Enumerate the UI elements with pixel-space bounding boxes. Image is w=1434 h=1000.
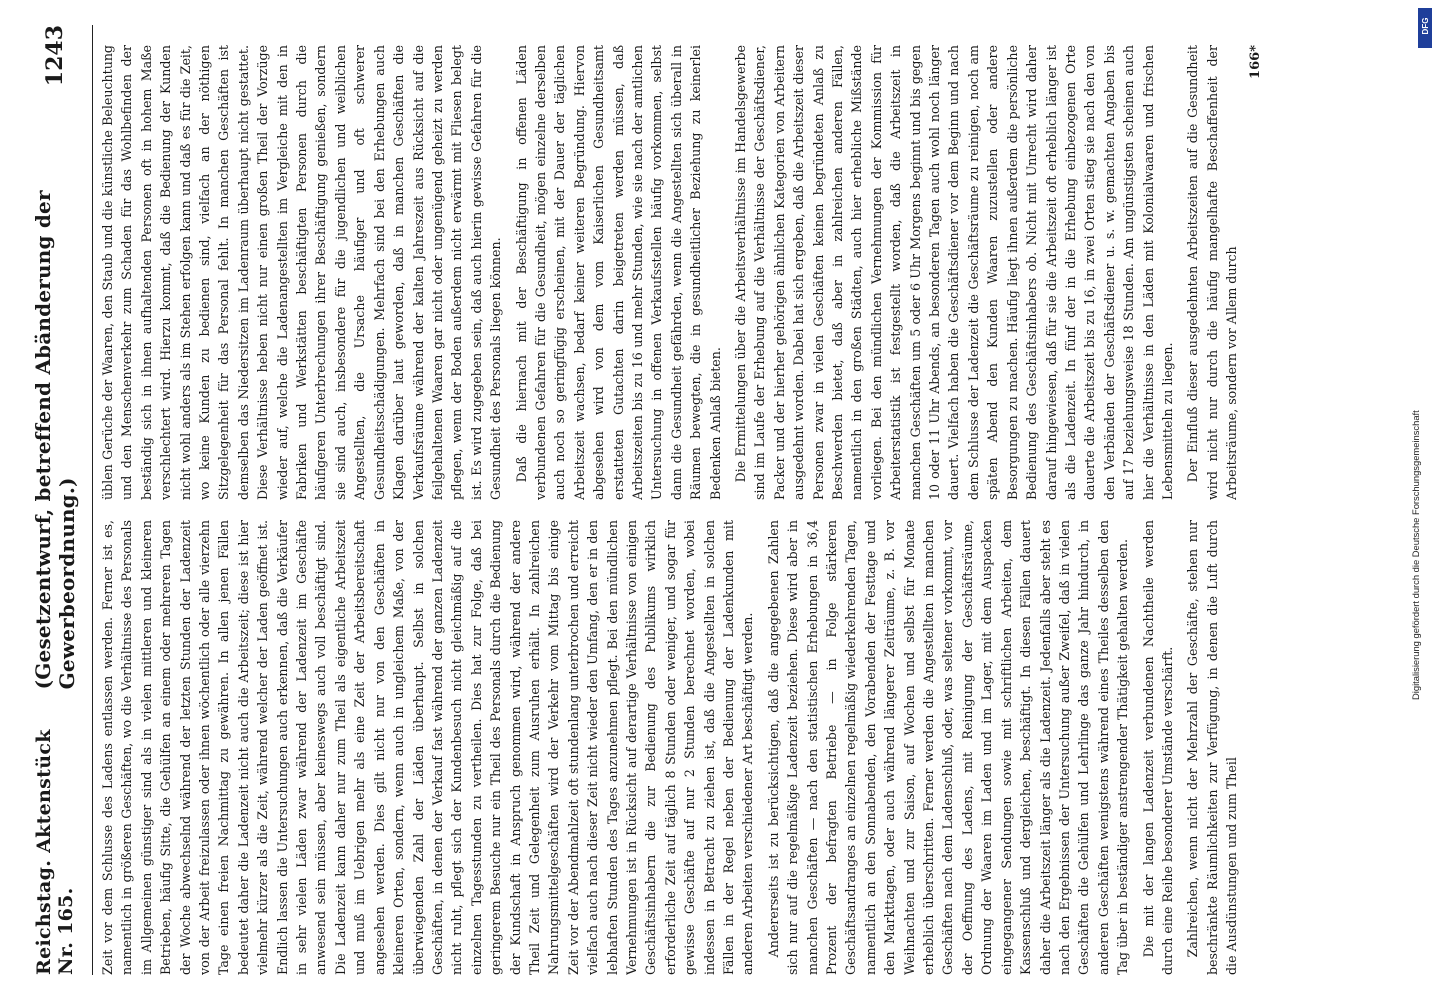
rotated-page-content bbox=[20, 25, 1400, 975]
paragraph: Zeit vor dem Schlusse des Ladens entlassen werden. Ferner ist es, namentlich in größeren Geschäften, wo die Verhältnisse des Personals im Allgemeinen günstiger sind als in vielen mittleren und kleineren Betrieben, häufig Sitte, die Gehülfen an einem oder mehreren Tagen der Woche abwechselnd während der letzten Stunden der Ladenzeit von der Arbeit freizulassen oder ihnen wöchentlich oder alle vierzehn Tage einen freien Nachmittag zu gewähren. In allen jenen Fällen bedeutet daher die Ladenzeit nicht auch die Arbeitszeit; diese ist hier vielmehr kürzer als die Zeit, während welcher der Laden geöffnet ist. Endlich lassen die Untersuchungen auch erkennen, daß die Verkäufer in sehr vielen Läden zwar während der Ladenzeit im Geschäfte anwesend sein müssen, aber keineswegs auch voll beschäftigt sind. Die Ladenzeit kann daher nur zum Theil als eigentliche Arbeitszeit und muß im Uebrigen mehr als eine Zeit der Arbeitsbereitschaft angesehen werden. Dies gilt nicht nur von den Geschäften in kleineren Orten, sondern, wenn auch in ungleichem Maße, von der überwiegenden Zahl der Läden überhaupt. Selbst in solchen Geschäften, in denen der Verkauf fast während der ganzen Ladenzeit nicht ruht, pflegt sich der Kundenbesuch nicht gleichmäßig auf die einzelnen Tagesstunden zu vertheilen. Dies hat zur Folge, daß bei geringerem Besuche nur ein Theil des Personals durch die Bedienung der Kundschaft in Anspruch genommen wird, während der andere Theil Zeit und Gelegenheit zum Ausruhen erhält. In zahlreichen Nahrungsmittelgeschäften wird der Verkehr vom Mittag bis einige Zeit vor der Abendmahlzeit oft stundenlang unterbrochen und erreicht vielfach auch nach dieser Zeit nicht wieder den Umfang, den er in den lebhaften Stunden des Tages anzunehmen pflegt. Bei den mündlichen Vernehmungen ist in Rücksicht auf derartige Verhältnisse von einigen Geschäftsinhabern die zur Bedienung des Publikums wirklich erforderliche Zeit auf täglich 8 Stunden oder weniger, und sogar für gewisse Geschäfte auf nur 2 Stunden berechnet worden, wobei indessen in Betracht zu ziehen ist, daß die Angestellten in solchen Fällen in der Regel neben der Bedienung der Ladenkunden mit anderen Arbeiten verschiedener Art beschäftigt werden. bbox=[100, 520, 756, 975]
header-title: (Gesetzentwurf, betreffend Abänderung der Gewerbeordnung.) bbox=[31, 190, 79, 690]
paragraph: Die Ermittelungen über die Arbeitsverhältnisse im Handelsgewerbe sind im Laufe der Erhebung auf die Verhältnisse der Geschäftsdiener, Packer und der hierher gehörigen ähnlichen Kategorien von Arbeitern ausgedehnt worden. Dabei hat sich ergeben, daß die Arbeitszeit dieser Personen zwar in vielen Geschäften keinen begründeten Anlaß zu Beschwerden bietet, daß aber in zahlreichen anderen Fällen, namentlich in den großen Städten, auch hier erhebliche Mißstände vorliegen. Bei den mündlichen Vernehmungen der Kommission für Arbeiterstatistik ist festgestellt worden, daß die Arbeitszeit in manchen Geschäften um 5 oder 6 Uhr Morgens beginnt und bis gegen 10 oder 11 Uhr Abends, an besonderen Tagen auch wohl noch länger dauert. Vielfach haben die Geschäftsdiener vor dem Beginn und nach dem Schlusse der Ladenzeit die Geschäftsräume zu reinigen, noch am späten Abend den Kunden Waaren zuzustellen oder andere Besorgungen zu machen. Häufig liegt ihnen außerdem die persönliche Bedienung des Geschäftsinhabers ob. Nicht mit Unrecht wird daher darauf hingewiesen, daß für sie die Arbeitszeit oft erheblich länger ist als die Ladenzeit. In fünf der in die Erhebung einbezogenen Orte dauerte die Arbeitszeit bis zu 16, in zwei Orten stieg sie nach den von den Verbänden der Geschäftsdiener u. s. w. gemachten Angaben bis auf 17 beziehungsweise 18 Stunden. Am ungünstigsten scheinen auch hier die Verhältnisse in den Läden mit Kolonialwaaren und frischen Lebensmitteln zu liegen. bbox=[733, 45, 1175, 500]
page-number: 1243 bbox=[42, 25, 68, 87]
digitization-note bbox=[1402, 10, 1432, 990]
paragraph: Zahlreichen, wenn nicht der Mehrzahl der Geschäfte, stehen nur beschränkte Räumlichkeiten zur Verfügung, in denen die Luft durch die Ausdünstungen und zum Theil bbox=[1185, 520, 1240, 975]
right-column bbox=[98, 45, 1400, 500]
paragraph: Die mit der langen Ladenzeit verbundenen Nachtheile werden durch eine Reihe besonderer Umstände verschärft. bbox=[1140, 520, 1175, 975]
header-rule bbox=[92, 25, 93, 975]
dfg-logo bbox=[1418, 8, 1432, 48]
dfg-logo-text: DFG bbox=[1421, 17, 1430, 35]
left-column bbox=[98, 520, 1400, 975]
paragraph: üblen Gerüche der Waaren, den Staub und die künstliche Beleuchtung und den Menschenverkehr zum Schaden für das Wohlbefinden der beständig sich in ihnen aufhaltenden Personen oft in hohem Maße verschlechtert wird. Hierzu kommt, daß die Bedienung der Kunden nicht wohl anders als im Stehen erfolgen kann und daß es für die Zeit, wo keine Kunden zu bedienen sind, vielfach an der nöthigen Sitzgelegenheit für das Personal fehlt. In manchen Geschäften ist demselben das Niedersitzen im Ladenraum überhaupt nicht gestattet. Diese Verhältnisse heben nicht nur einen großen Theil der Vorzüge wieder auf, welche die Ladenangestellten im Vergleiche mit den in Fabriken und Werkstätten beschäftigten Personen durch die häufigeren Unterbrechungen ihrer Beschäftigung genießen, sondern sie sind auch, insbesondere für die jugendlichen und weiblichen Angestellten, die Ursache häufiger und oft schwerer Gesundheitsschädigungen. Mehrfach sind bei den Erhebungen auch Klagen darüber laut geworden, daß in manchen Geschäften die Verkaufsräume während der kalten Jahreszeit aus Rücksicht auf die feilgehaltenen Waaren gar nicht oder ungenügend geheizt zu werden pflegen, wenn der Boden außerdem nicht erwärmt mit Fliesen belegt ist. Es wird zugegeben sein, daß auch hierin gewisse Gefahren für die Gesundheit des Personals liegen können. bbox=[100, 45, 504, 500]
paragraph: Andererseits ist zu berücksichtigen, daß die angegebenen Zahlen sich nur auf die regelmäßige Ladenzeit beziehen. Diese wird aber in manchen Geschäften — nach den statistischen Erhebungen in 36,4 Prozent der befragten Betriebe — in Folge stärkeren Geschäftsandranges an einzelnen regelmäßig wiederkehrenden Tagen, namentlich an den Sonnabenden, den Vorabenden der Festtage und den Markttagen, oder auch während längerer Zeiträume, z. B. vor Weihnachten und zur Saison, auf Wochen und selbst für Monate erheblich überschritten. Ferner werden die Angestellten in manchen Geschäften nach dem Ladenschluß, oder, was seltener vorkommt, vor der Oeffnung des Ladens, mit Reinigung der Geschäftsräume, Ordnung der Waaren im Laden und im Lager, mit dem Auspacken eingegangener Sendungen sowie mit schriftlichen Arbeiten, dem Kassenschluß und dergleichen, beschäftigt. In diesen Fällen dauert daher die Arbeitszeit länger als die Ladenzeit. Jedenfalls aber steht es nach den Ergebnissen der Untersuchung außer Zweifel, daß in vielen Geschäften die Gehülfen und Lehrlinge das ganze Jahr hindurch, in anderen Geschäften wenigstens während eines Theiles desselben den Tag über in beständiger anstrengender Thätigkeit gehalten werden. bbox=[765, 520, 1131, 975]
signature-mark: 166* bbox=[1247, 45, 1263, 79]
page-header bbox=[20, 25, 90, 975]
header-left: Reichstag. Aktenstück Nr. 165. bbox=[33, 729, 77, 975]
digitization-note-text: Digitalisierung gefördert durch die Deutsche Forschungsgemeinschaft bbox=[1410, 410, 1421, 700]
paragraph: Daß die hiernach mit der Beschäftigung in offenen Läden verbundenen Gefahren für die Gesundheit, mögen einzelne derselben auch noch so geringfügig erscheinen, mit der Dauer der täglichen Arbeitszeit wachsen, bedarf keiner weiteren Begründung. Hiervon abgesehen wird von dem vom Kaiserlichen Gesundheitsamt erstatteten Gutachten darin beigetreten werden müssen, daß Arbeitszeiten bis zu 16 und mehr Stunden, wie sie nach der amtlichen Untersuchung in offenen Verkaufsstellen häufig vorkommen, selbst dann die Gesundheit gefährden, wenn die Angestellten sich überall in Räumen bewegten, die in gesundheitlicher Beziehung zu keinerlei Bedenken Anlaß bieten. bbox=[513, 45, 723, 500]
paragraph: Der Einfluß dieser ausgedehnten Arbeitszeiten auf die Gesundheit wird nicht nur durch die häufig mangelhafte Beschaffenheit der Arbeitsräume, sondern vor Allem durch bbox=[1185, 45, 1240, 500]
